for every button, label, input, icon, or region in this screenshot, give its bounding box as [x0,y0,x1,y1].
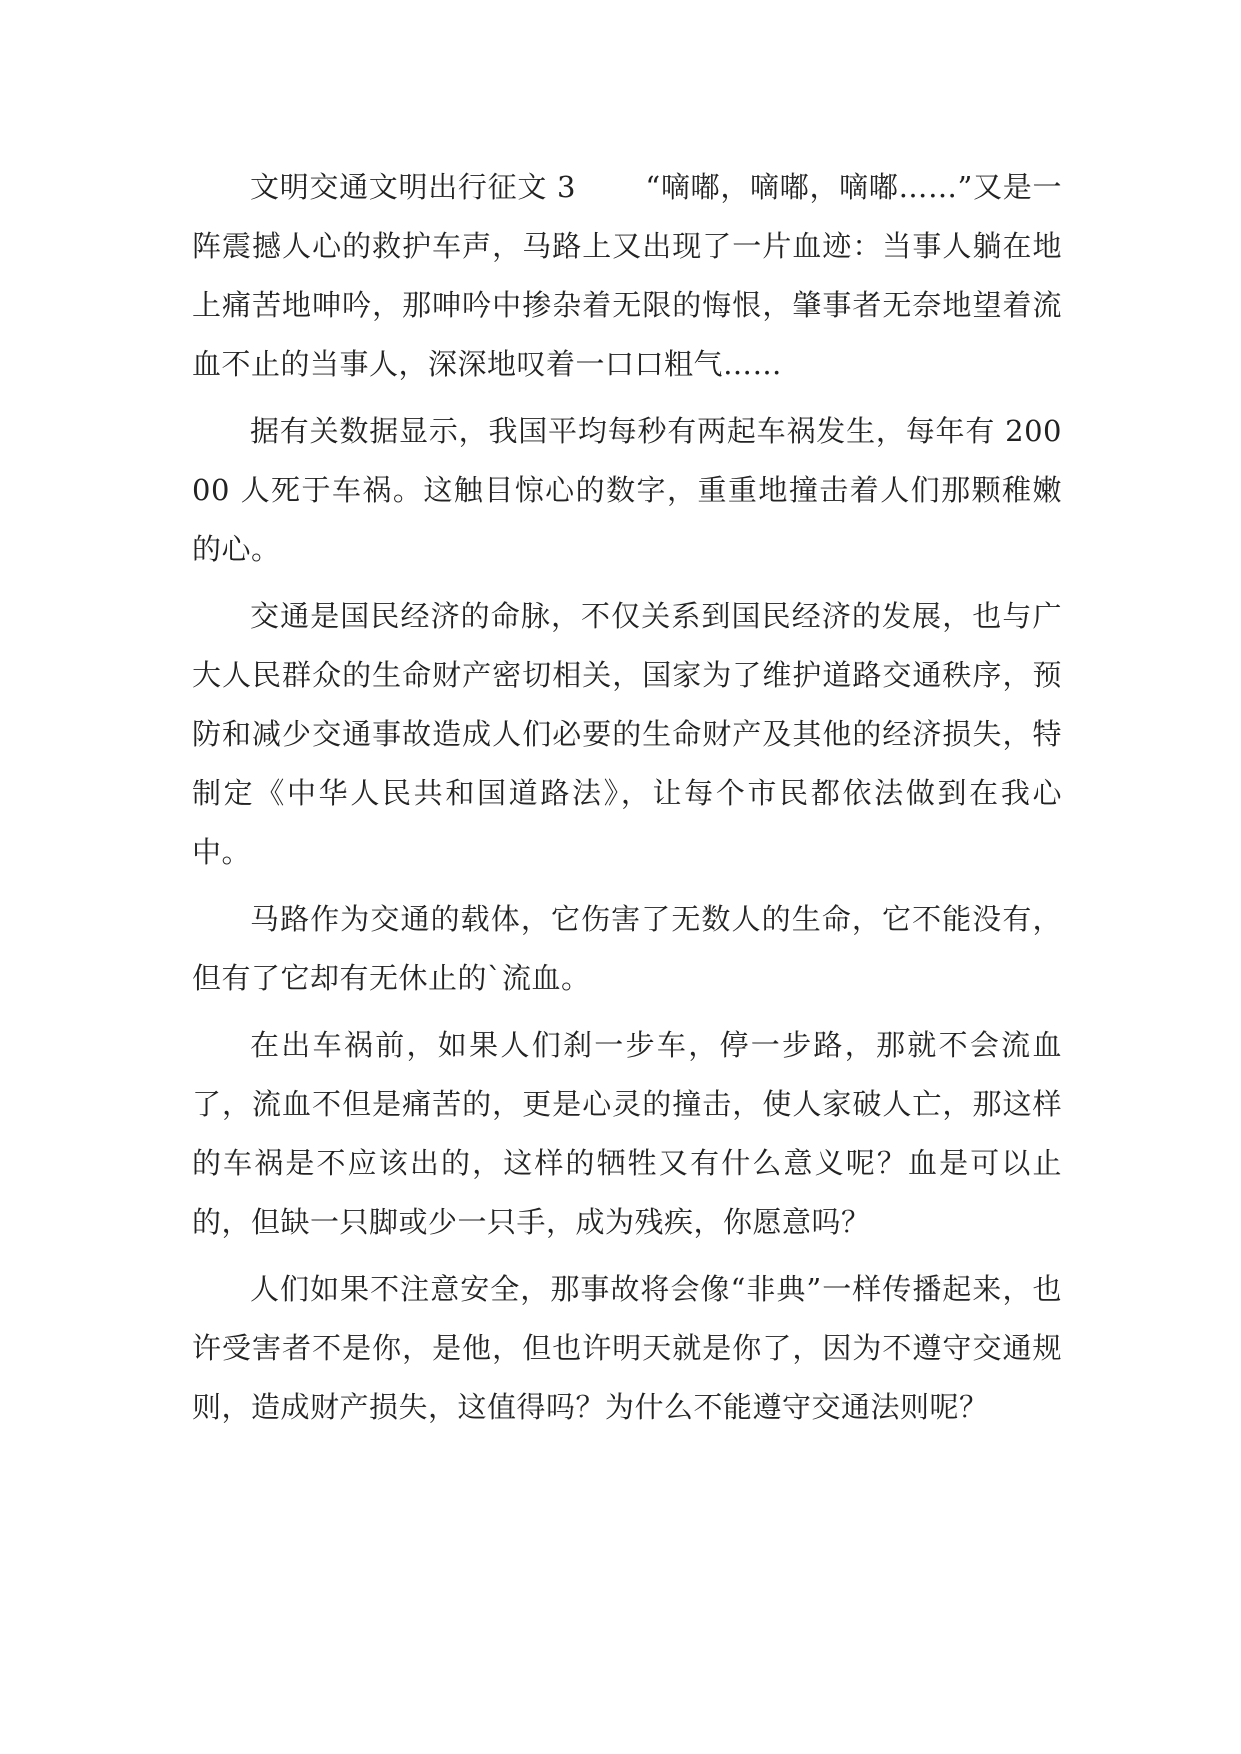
paragraph-safety: 人们如果不注意安全，那事故将会像“非典”一样传播起来，也许受害者不是你，是他，但也许明天就是你了，因为不遵守交通规则，造成财产损失，这值得吗？为什么不能遵守交通法则呢？ [192,1272,1062,1424]
paragraph-traffic-law: 交通是国民经济的命脉，不仅关系到国民经济的发展，也与广大人民群众的生命财产密切相关，国家为了维护道路交通秩序，预防和减少交通事故造成人们必要的生命财产及其他的经济损失，特制定《中华人民共和国道路法》，让每个市民都依法做到在我心中。 [192,599,1062,869]
paragraph-road: 马路作为交通的载体，它伤害了无数人的生命，它不能没有，但有了它却有无休止的`流血。 [192,902,1062,995]
paragraph-before-accident: 在出车祸前，如果人们刹一步车，停一步路，那就不会流血了，流血不但是痛苦的，更是心灵的撞击，使人家破人亡，那这样的车祸是不应该出的，这样的牺牲又有什么意义呢？血是可以止的，但缺一只脚或少一只手，成为残疾，你愿意吗？ [192,1028,1062,1239]
paragraph-intro: 文明交通文明出行征文 3 “嘀嘟，嘀嘟，嘀嘟……”又是一阵震撼人心的救护车声，马路上又出现了一片血迹：当事人躺在地上痛苦地呻吟，那呻吟中掺杂着无限的悔恨，肇事者无奈地望着流血不止的当事人，深深地叹着一口口粗气…… [192,170,1062,381]
paragraph-statistics: 据有关数据显示，我国平均每秒有两起车祸发生，每年有 20000 人死于车祸。这触目惊心的数字，重重地撞击着人们那颗稚嫩的心。 [192,414,1062,566]
document-body [192,158,1062,1445]
